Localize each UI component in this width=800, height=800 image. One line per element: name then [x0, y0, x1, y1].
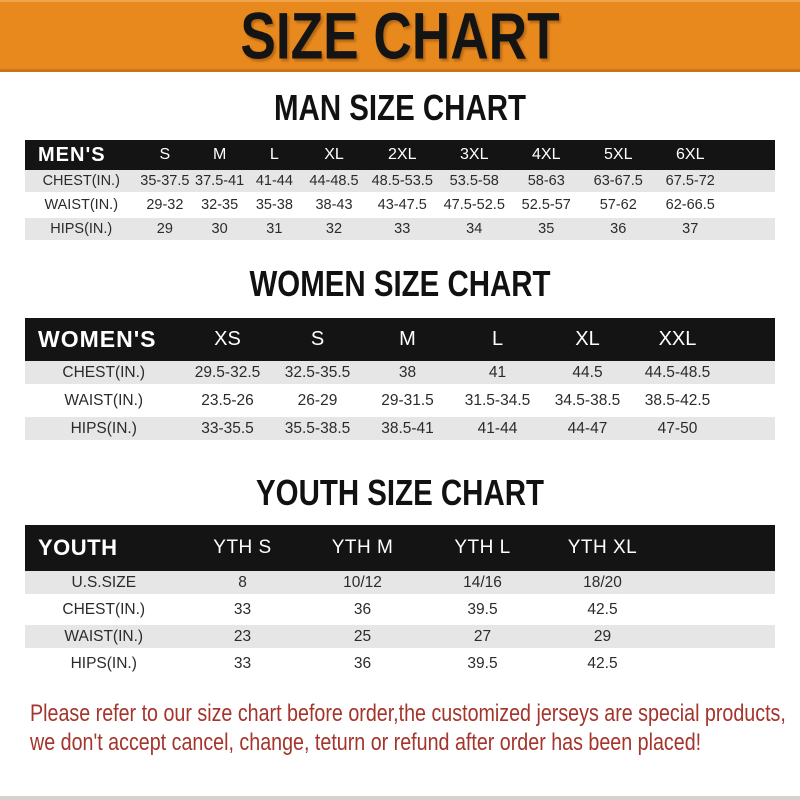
row-label: U.S.SIZE: [25, 571, 183, 598]
size-value-cell: 52.5-57: [510, 194, 582, 218]
size-value-cell: 39.5: [423, 652, 543, 679]
size-value-cell: 36: [582, 218, 654, 242]
row-filler: [723, 361, 776, 389]
table-row: [25, 598, 775, 625]
size-value-cell: 27: [423, 625, 543, 652]
column-header: 4XL: [532, 146, 561, 163]
size-value-cell: 38: [363, 361, 453, 389]
size-value-cell: 36: [303, 652, 423, 679]
table-row: [25, 170, 775, 194]
size-value-cell: 47-50: [633, 417, 723, 445]
size-value-cell: 44.5-48.5: [633, 361, 723, 389]
disclaimer-text: [30, 699, 786, 757]
size-value-cell: 41: [453, 361, 543, 389]
column-header: YTH M: [331, 537, 394, 558]
row-label: WAIST(IN.): [25, 194, 138, 218]
size-value-cell: 32: [302, 218, 367, 242]
column-header: XS: [214, 328, 241, 350]
men-header-row: [25, 140, 775, 170]
men-table: [25, 140, 775, 242]
bottom-edge-strip: [0, 796, 800, 800]
column-header: YTH S: [213, 537, 272, 558]
size-value-cell: 25: [303, 625, 423, 652]
disclaimer-line-1: Please refer to our size chart before order,the customized jerseys are special products,: [30, 700, 786, 727]
size-value-cell: 41-44: [247, 170, 302, 194]
column-header: 6XL: [676, 146, 705, 163]
youth-size-table: [0, 525, 800, 679]
size-value-cell: 36: [303, 598, 423, 625]
table-row: [25, 361, 775, 389]
row-label: HIPS(IN.): [25, 652, 183, 679]
size-value-cell: 42.5: [543, 652, 663, 679]
row-filler: [723, 389, 776, 417]
size-value-cell: 23.5-26: [183, 389, 273, 417]
column-header: XXL: [658, 328, 697, 350]
disclaimer-line-2: we don't accept cancel, change, teturn or refund after order has been placed!: [30, 729, 702, 756]
women-size-table: [0, 318, 800, 445]
header-filler: [723, 318, 776, 361]
size-value-cell: 44-48.5: [302, 170, 367, 194]
size-value-cell: 18/20: [543, 571, 663, 598]
row-label: CHEST(IN.): [25, 361, 183, 389]
row-label: HIPS(IN.): [25, 417, 183, 445]
size-value-cell: 41-44: [453, 417, 543, 445]
size-value-cell: 39.5: [423, 598, 543, 625]
size-value-cell: 29: [543, 625, 663, 652]
row-filler: [663, 598, 776, 625]
size-value-cell: 26-29: [273, 389, 363, 417]
size-value-cell: 33-35.5: [183, 417, 273, 445]
column-header: 3XL: [460, 146, 489, 163]
size-value-cell: 62-66.5: [654, 194, 726, 218]
row-label: WAIST(IN.): [25, 389, 183, 417]
column-header: 2XL: [388, 146, 417, 163]
column-header: YTH L: [454, 537, 511, 558]
size-value-cell: 35-38: [247, 194, 302, 218]
size-value-cell: 42.5: [543, 598, 663, 625]
size-value-cell: 29: [138, 218, 193, 242]
size-value-cell: 34: [438, 218, 510, 242]
size-value-cell: 44-47: [543, 417, 633, 445]
table-row: [25, 652, 775, 679]
size-value-cell: 31: [247, 218, 302, 242]
women-table: [25, 318, 775, 445]
column-header: XL: [575, 328, 600, 350]
size-value-cell: 37: [654, 218, 726, 242]
row-filler: [663, 652, 776, 679]
size-value-cell: 32.5-35.5: [273, 361, 363, 389]
size-value-cell: 44.5: [543, 361, 633, 389]
row-label: WAIST(IN.): [25, 625, 183, 652]
column-header: M: [399, 328, 416, 350]
youth-table: [25, 525, 775, 679]
row-label: HIPS(IN.): [25, 218, 138, 242]
section-title-man: MAN SIZE CHART: [274, 86, 526, 129]
section-title-youth: YOUTH SIZE CHART: [256, 471, 544, 514]
size-value-cell: 63-67.5: [582, 170, 654, 194]
table-row: [25, 218, 775, 242]
size-value-cell: 29-31.5: [363, 389, 453, 417]
size-value-cell: 35-37.5: [138, 170, 193, 194]
column-header: XL: [324, 146, 344, 163]
column-header: L: [269, 146, 279, 163]
size-value-cell: 38.5-41: [363, 417, 453, 445]
row-filler: [663, 571, 776, 598]
size-value-cell: 35: [510, 218, 582, 242]
size-value-cell: 37.5-41: [192, 170, 247, 194]
row-filler: [726, 194, 775, 218]
size-value-cell: 47.5-52.5: [438, 194, 510, 218]
row-filler: [663, 625, 776, 652]
section-title-women: WOMEN SIZE CHART: [249, 262, 551, 305]
column-header: L: [491, 328, 504, 350]
size-value-cell: 57-62: [582, 194, 654, 218]
size-value-cell: 10/12: [303, 571, 423, 598]
size-value-cell: 8: [183, 571, 303, 598]
size-value-cell: 67.5-72: [654, 170, 726, 194]
size-value-cell: 29-32: [138, 194, 193, 218]
table-row: [25, 417, 775, 445]
header-filler: [726, 140, 775, 170]
row-filler: [726, 170, 775, 194]
size-value-cell: 33: [183, 652, 303, 679]
table-row: [25, 194, 775, 218]
size-value-cell: 33: [183, 598, 303, 625]
size-value-cell: 31.5-34.5: [453, 389, 543, 417]
column-header: 5XL: [604, 146, 633, 163]
women-header-row: [25, 318, 775, 361]
size-value-cell: 48.5-53.5: [366, 170, 438, 194]
column-header: YTH XL: [567, 537, 638, 558]
size-value-cell: 38-43: [302, 194, 367, 218]
column-header: S: [159, 146, 171, 163]
size-value-cell: 43-47.5: [366, 194, 438, 218]
size-value-cell: 23: [183, 625, 303, 652]
table-row: [25, 389, 775, 417]
women-corner-label: WOMEN'S: [38, 326, 157, 352]
size-value-cell: 33: [366, 218, 438, 242]
column-header: M: [212, 146, 227, 163]
youth-header-row: [25, 525, 775, 571]
table-row: [25, 625, 775, 652]
size-value-cell: 58-63: [510, 170, 582, 194]
size-value-cell: 34.5-38.5: [543, 389, 633, 417]
size-value-cell: 35.5-38.5: [273, 417, 363, 445]
size-value-cell: 53.5-58: [438, 170, 510, 194]
size-chart-banner: [0, 0, 800, 72]
size-value-cell: 38.5-42.5: [633, 389, 723, 417]
size-value-cell: 32-35: [192, 194, 247, 218]
header-filler: [663, 525, 776, 571]
youth-corner-label: YOUTH: [38, 535, 118, 560]
table-row: [25, 571, 775, 598]
size-value-cell: 30: [192, 218, 247, 242]
row-label: CHEST(IN.): [25, 170, 138, 194]
column-header: S: [310, 328, 325, 350]
row-label: CHEST(IN.): [25, 598, 183, 625]
men-size-table: [0, 140, 800, 242]
banner-title: SIZE CHART: [240, 0, 560, 73]
row-filler: [723, 417, 776, 445]
size-value-cell: 14/16: [423, 571, 543, 598]
men-corner-label: MEN'S: [38, 143, 106, 166]
row-filler: [726, 218, 775, 242]
size-value-cell: 29.5-32.5: [183, 361, 273, 389]
